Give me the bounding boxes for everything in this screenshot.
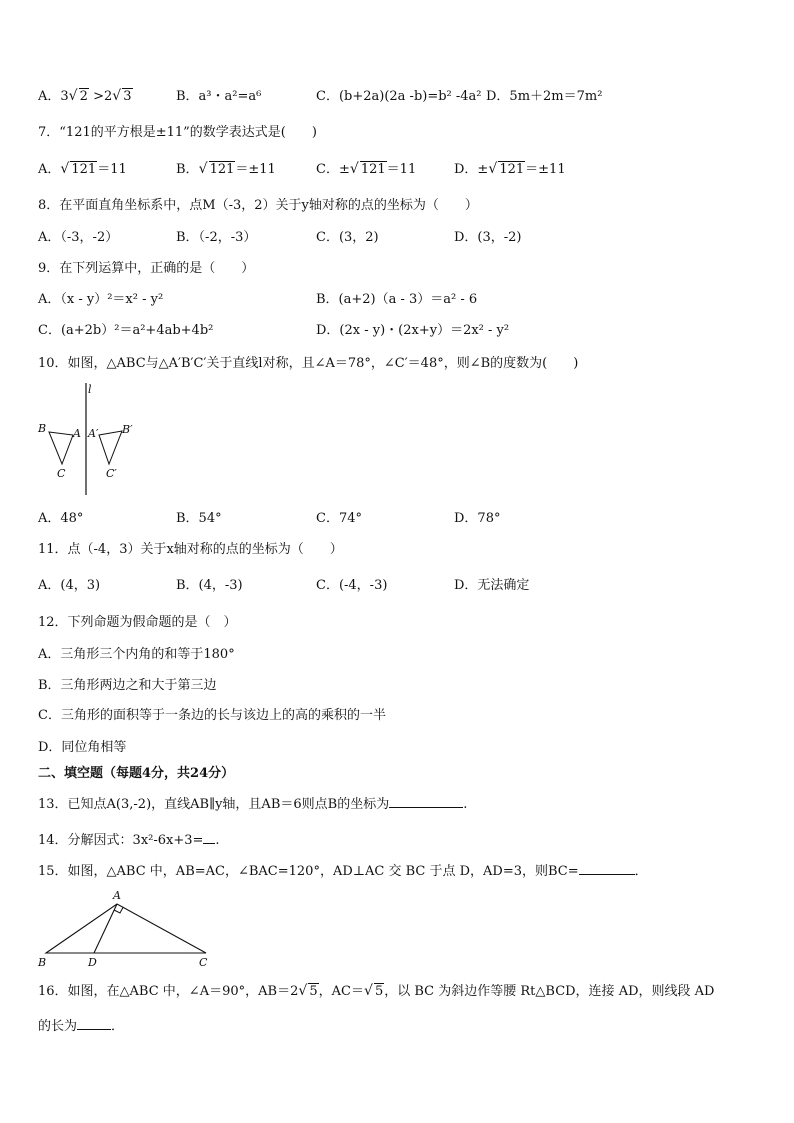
label-a-prime: A′: [88, 427, 99, 440]
q6-option-b: B．a³・a²=a⁶: [176, 89, 262, 104]
label-a: A: [113, 889, 121, 902]
q7-option-a: A．√ 121＝11: [38, 161, 127, 179]
q11-stem: 11．点（-4，3）关于x轴对称的点的坐标为（ ）: [38, 542, 343, 557]
q16-answer-blank[interactable]: [77, 1029, 111, 1030]
q12-option-b: B．三角形两边之和大于第三边: [38, 678, 217, 693]
q6-option-a: A．3√ 2 >2√ 3: [38, 88, 133, 106]
q8-stem: 8．在平面直角坐标系中，点M（-3，2）关于y轴对称的点的坐标为（ ）: [38, 198, 478, 213]
label-c: C: [199, 956, 208, 969]
q8-option-d: D．(3，-2): [454, 230, 522, 245]
q11-option-a: A．(4，3): [38, 578, 101, 593]
section-heading: 二、填空题（每题4分，共24分）: [38, 766, 235, 781]
q15: 15．如图，△ABC 中，AB=AC，∠BAC=120°，AD⊥AC 交 BC 于点 D，AD=3，则BC= ．: [38, 864, 648, 879]
q9-stem: 9．在下列运算中，正确的是（ ）: [38, 261, 255, 276]
label-a: A: [73, 427, 81, 440]
label-d: D: [88, 956, 97, 969]
q8-option-b: B．（-2，-3）: [176, 230, 257, 245]
q14: 14．分解因式：3x²-6x+3= .: [38, 833, 220, 848]
q9-option-b: B．(a+2)（a - 3）＝a² - 6: [316, 292, 478, 307]
q8-option-a: A．（-3，-2）: [38, 230, 119, 245]
q10-option-b: B．54°: [176, 511, 222, 526]
label-b-prime: B′: [122, 423, 133, 436]
label-l: l: [88, 383, 92, 396]
q16-line2: 的长为 ．: [38, 1019, 125, 1034]
q13: 13．已知点A(3,-2)，直线AB∥y轴，且AB＝6则点B的坐标为 .: [38, 797, 468, 812]
label-b: B: [38, 956, 47, 969]
label-c-prime: C′: [106, 467, 117, 480]
q12-stem: 12．下列命题为假命题的是（ ）: [38, 615, 237, 630]
q10-option-d: D．78°: [454, 511, 501, 526]
q8-option-c: C．(3，2): [316, 230, 379, 245]
q9-option-d: D．(2x - y)・(2x+y）＝2x² - y²: [316, 323, 510, 338]
q7-option-b: B．√ 121＝±11: [176, 161, 276, 179]
q16-line1: 16．如图，在△ABC 中，∠A＝90°，AB＝2√ 5，AC＝√ 5，以 BC 为斜边作等腰 Rt△BCD，连接 AD，则线段 AD: [38, 983, 714, 1001]
label-c: C: [57, 467, 66, 480]
q10-stem: 10．如图，△ABC与△A′B′C′关于直线l对称，且∠A＝78°，∠C′＝48°，则∠B的度数为( ): [38, 356, 579, 371]
q9-option-a: A．（x - y）²＝x² - y²: [38, 292, 164, 307]
label-b: B: [38, 422, 47, 435]
q6-option-c: C．(b+2a)(2a -b)=b² -4a²: [316, 89, 482, 104]
q11-option-c: C．(-4，-3): [316, 578, 388, 593]
q10-option-a: A．48°: [38, 511, 84, 526]
q12-option-a: A．三角形三个内角的和等于180°: [38, 647, 235, 662]
triangle-abc: [49, 432, 73, 464]
q10-option-c: C．74°: [316, 511, 362, 526]
q7-stem: 7．“121的平方根是±11”的数学表达式是( ): [38, 125, 317, 140]
q15-triangle-figure: [36, 886, 216, 970]
q9-option-c: C．(a+2b）²＝a²+4ab+4b²: [38, 323, 214, 338]
triangle-a2b2c2: [99, 431, 122, 464]
q11-option-d: D．无法确定: [454, 578, 530, 593]
q12-option-c: C．三角形的面积等于一条边的长与该边上的高的乘积的一半: [38, 708, 386, 723]
q11-option-b: B．(4，-3): [176, 578, 243, 593]
triangle-abc: [46, 904, 206, 953]
q14-answer-blank[interactable]: [203, 843, 215, 844]
q15-answer-blank[interactable]: [579, 874, 635, 875]
q13-answer-blank[interactable]: [389, 807, 463, 808]
q12-option-d: D．同位角相等: [38, 740, 127, 755]
q10-symmetry-figure: [36, 383, 146, 498]
q7-option-d: D．±√ 121＝±11: [454, 161, 566, 179]
q7-option-c: C．±√ 121＝11: [316, 161, 416, 179]
q6-option-d: D．5m＋2m＝7m²: [486, 89, 603, 104]
